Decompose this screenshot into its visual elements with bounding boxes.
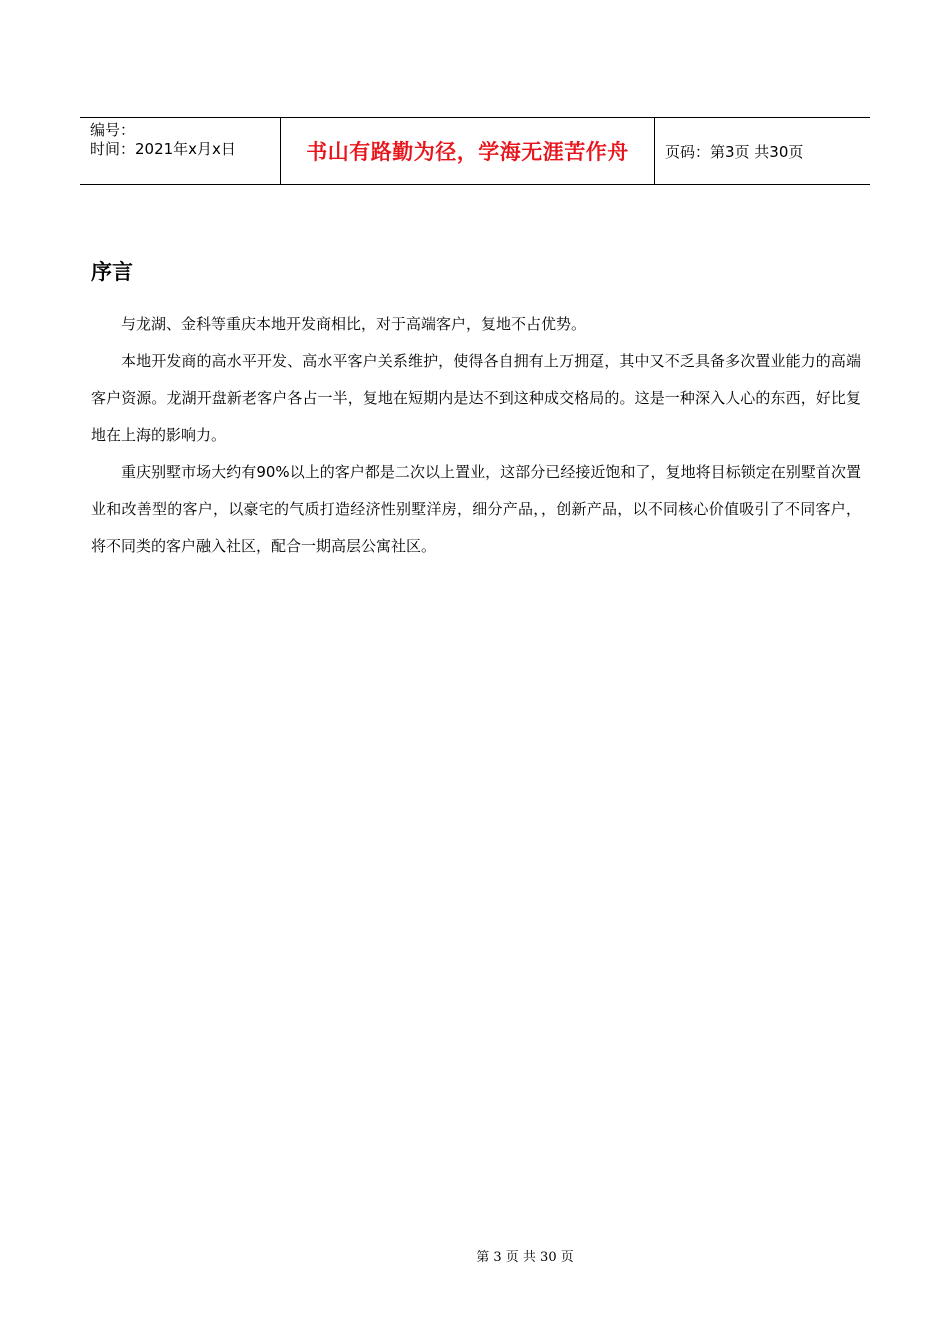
section-body — [91, 306, 861, 565]
paragraph: 与龙湖、金科等重庆本地开发商相比，对于高端客户，复地不占优势。 — [121, 315, 587, 333]
paragraph: 重庆别墅市场大约有90%以上的客户都是二次以上置业，这部分已经接近饱和了，复地将目标锁定在别墅首次置业和改善型的客户，以豪宅的气质打造经济性别墅洋房，细分产品，，创新产品，以不同核心价值吸引了不同客户，将不同类的客户融入社区，配合一期高层公寓社区。 — [91, 463, 861, 555]
paragraph: 本地开发商的高水平开发、高水平客户关系维护，使得各自拥有上万拥趸，其中又不乏具备多次置业能力的高端客户资源。龙湖开盘新老客户各占一半，复地在短期内是达不到这种成交格局的。这是一种深入人心的东西，好比复地在上海的影响力。 — [91, 352, 861, 444]
section-title: 序言 — [91, 260, 133, 284]
header-meta-cell — [80, 118, 281, 184]
header-motto: 书山有路勤为径，学海无涯苦作舟 — [281, 118, 655, 184]
header-page-info: 页码：第3页 共30页 — [665, 142, 804, 161]
number-label: 编号： — [90, 121, 136, 139]
page-footer: 第 3 页 共 30 页 — [476, 1250, 574, 1265]
document-header — [80, 117, 870, 185]
time-label: 时间：2021年x月x日 — [90, 140, 236, 158]
